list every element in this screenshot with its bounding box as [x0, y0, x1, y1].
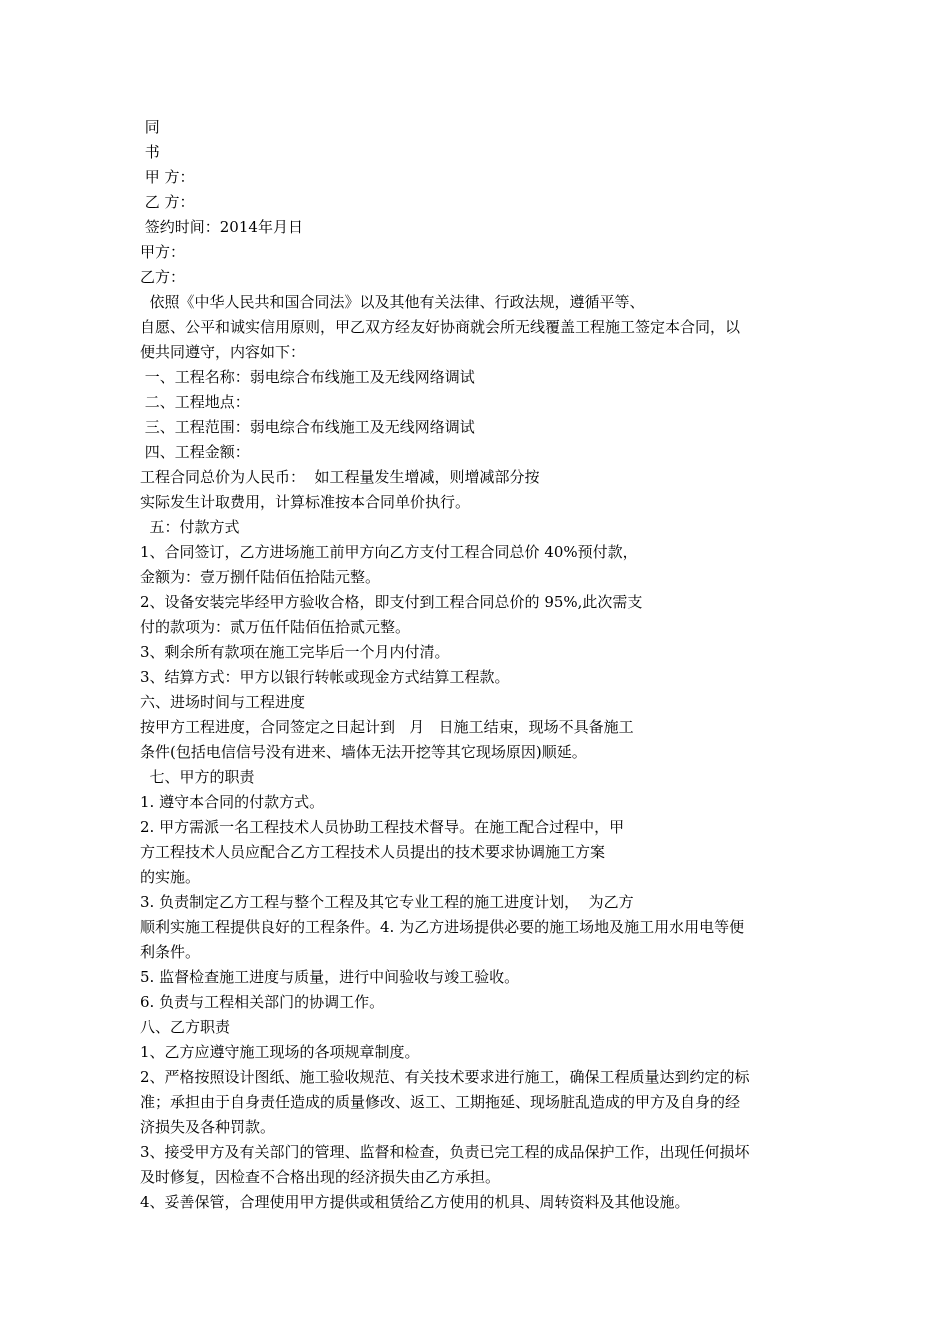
- text-line: 5. 监督检查施工进度与质量，进行中间验收与竣工验收。: [140, 968, 520, 986]
- text-line: 3. 负责制定乙方工程与整个工程及其它专业工程的施工进度计划， 为乙方: [140, 893, 634, 911]
- text-line: 实际发生计取费用，计算标准按本合同单价执行。: [140, 493, 471, 511]
- text-line: 一、工程名称：弱电综合布线施工及无线网络调试: [140, 368, 475, 386]
- text-line: 四、工程金额：: [140, 443, 250, 461]
- text-line: 依照《中华人民共和国合同法》以及其他有关法律、行政法规，遵循平等、: [140, 293, 645, 311]
- text-line: 1、乙方应遵守施工现场的各项规章制度。: [140, 1043, 420, 1061]
- text-line: 同: [140, 118, 160, 136]
- text-line: 三、工程范围：弱电综合布线施工及无线网络调试: [140, 418, 475, 436]
- text-line: 6. 负责与工程相关部门的协调工作。: [140, 993, 385, 1011]
- text-line: 付的款项为：贰万伍仟陆佰伍拾贰元整。: [140, 618, 411, 636]
- text-line: 2、设备安装完毕经甲方验收合格，即支付到工程合同总价的 95%,此次需支: [140, 593, 643, 611]
- text-line: 方工程技术人员应配合乙方工程技术人员提出的技术要求协调施工方案: [140, 843, 606, 861]
- text-line: 准；承担由于自身责任造成的质量修改、返工、工期拖延、现场脏乱造成的甲方及自身的经: [140, 1093, 741, 1111]
- text-line: 1、合同签订，乙方进场施工前甲方向乙方支付工程合同总价 40%预付款，: [140, 543, 638, 561]
- text-line: 4、妥善保管，合理使用甲方提供或租赁给乙方使用的机具、周转资料及其他设施。: [140, 1193, 690, 1211]
- text-line: 工程合同总价为人民币： 如工程量发生增减，则增减部分按: [140, 468, 540, 486]
- text-line: 便共同遵守，内容如下：: [140, 343, 306, 361]
- text-line: 八、乙方职责: [140, 1018, 231, 1036]
- text-line: 乙方：: [140, 268, 186, 286]
- text-line: 利条件。: [140, 943, 201, 961]
- text-line: 1. 遵守本合同的付款方式。: [140, 793, 325, 811]
- text-line: 签约时间：2014年月日: [140, 218, 303, 236]
- text-line: 金额为：壹万捌仟陆佰伍拾陆元整。: [140, 568, 381, 586]
- text-line: 自愿、公平和诚实信用原则，甲乙双方经友好协商就会所无线覆盖工程施工签定本合同，以: [140, 318, 741, 336]
- text-line: 甲方：: [140, 243, 186, 261]
- text-line: 及时修复，因检查不合格出现的经济损失由乙方承担。: [140, 1168, 501, 1186]
- text-line: 济损失及各种罚款。: [140, 1118, 276, 1136]
- text-line: 2. 甲方需派一名工程技术人员协助工程技术督导。在施工配合过程中，甲: [140, 818, 625, 836]
- text-line: 六、进场时间与工程进度: [140, 693, 306, 711]
- text-line: 乙 方：: [140, 193, 195, 211]
- text-line: 甲 方：: [140, 168, 195, 186]
- text-line: 顺利实施工程提供良好的工程条件。4. 为乙方进场提供必要的施工场地及施工用水用电等便: [140, 918, 745, 936]
- text-line: 的实施。: [140, 868, 201, 886]
- text-line: 3、接受甲方及有关部门的管理、监督和检查，负责已完工程的成品保护工作，出现任何损坏: [140, 1143, 750, 1161]
- text-line: 二、工程地点：: [140, 393, 250, 411]
- text-line: 条件(包括电信信号没有进来、墙体无法开挖等其它现场原因)顺延。: [140, 743, 587, 761]
- text-line: 按甲方工程进度，合同签定之日起计到 月 日施工结束，现场不具备施工: [140, 718, 634, 736]
- text-line: 七、甲方的职责: [140, 768, 255, 786]
- text-line: 2、严格按照设计图纸、施工验收规范、有关技术要求进行施工，确保工程质量达到约定的标: [140, 1068, 750, 1086]
- text-line: 书: [140, 143, 160, 161]
- text-line: 五：付款方式: [140, 518, 240, 536]
- text-line: 3、剩余所有款项在施工完毕后一个月内付清。: [140, 643, 450, 661]
- text-line: 3、结算方式：甲方以银行转帐或现金方式结算工程款。: [140, 668, 510, 686]
